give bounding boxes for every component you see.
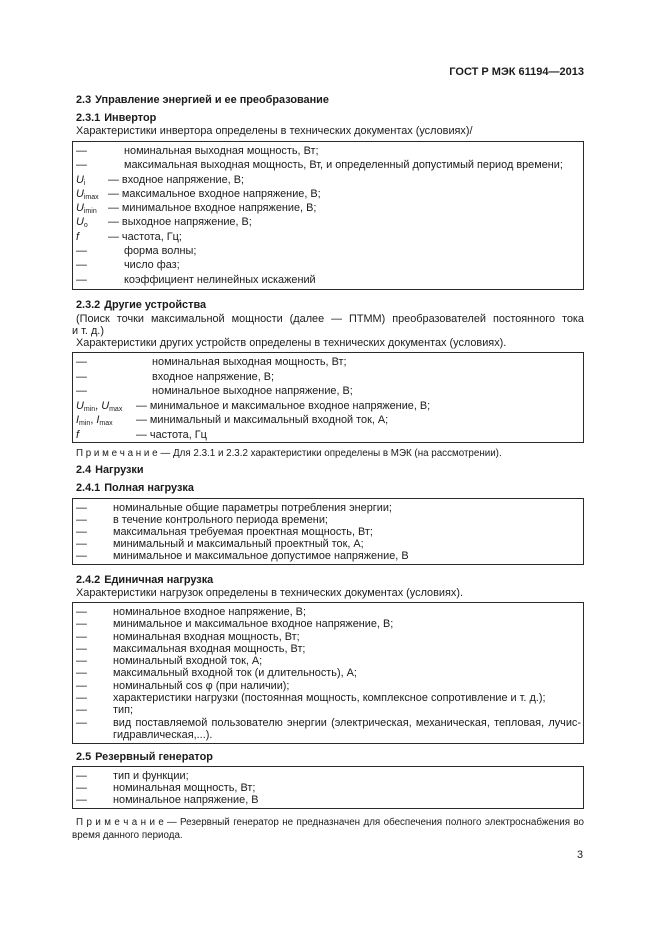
list-item — [76, 538, 581, 550]
note-text: — Резервный генератор не предназначен для обеспечения полного электроснабжения во время данного периода. — [72, 817, 584, 841]
section-heading-2-3 — [76, 94, 329, 107]
list-item — [76, 680, 581, 692]
symbol-variable: U — [76, 399, 84, 412]
section-intro: Характеристики нагрузок определены в технических документах (условиях). — [76, 587, 463, 599]
item-text: номинальный входной ток, А; — [113, 655, 263, 668]
list-item — [76, 606, 581, 618]
item-text: номинальное выходное напряжение, В; — [152, 385, 353, 397]
item-text-line: вид поставляемой пользователю энергии (электрическая, механическая, тепловая, лучис- — [113, 716, 581, 729]
list-item — [76, 655, 581, 667]
item-symbol: — — [76, 245, 87, 258]
item-text: в течение контрольного периода времени; — [113, 514, 328, 526]
item-text: — минимальное входное напряжение, В; — [108, 202, 317, 215]
symbol-variable: I — [96, 414, 100, 426]
list-item — [76, 782, 581, 794]
item-text: максимальная входная мощность, Вт; — [113, 642, 306, 655]
symbol-variable: f — [76, 428, 80, 441]
section-title: Инвертор — [104, 112, 157, 124]
list-item — [76, 717, 581, 742]
symbol-variable: U — [76, 216, 84, 229]
item-text: — выходное напряжение, В; — [108, 216, 252, 229]
list-item — [76, 355, 581, 370]
item-text: номинальное напряжение, В — [113, 794, 259, 807]
note-label: П р и м е ч а н и е — [76, 817, 164, 828]
symbol-variable: f — [76, 230, 80, 243]
symbol-subscript: max — [99, 420, 113, 427]
list-item — [76, 428, 581, 443]
section-number: 2.3.2 — [76, 299, 101, 311]
item-text: номинальное входное напряжение, В; — [113, 606, 306, 618]
symbol-subscript: imax — [83, 193, 99, 201]
section-heading-2-3-2 — [76, 299, 206, 312]
list-item — [76, 144, 581, 158]
item-text: — минимальное и максимальное входное напряжение, В; — [136, 399, 431, 412]
backup-generator-characteristics-box — [72, 766, 584, 809]
section-title: Нагрузки — [95, 464, 144, 476]
item-text-line: гидравлическая,...). — [113, 728, 213, 741]
item-symbol — [76, 413, 136, 428]
item-symbol: — — [76, 704, 87, 717]
item-symbol: — — [76, 273, 87, 286]
list-item — [76, 550, 581, 562]
item-symbol: — — [76, 356, 87, 368]
section-intro: Характеристики инвертора определены в технических документах (условиях)/ — [76, 125, 473, 137]
item-text: максимальная выходная мощность, Вт, и определенный допустимый период времени; — [124, 159, 563, 172]
item-text: — входное напряжение, В; — [108, 173, 244, 186]
page-number: 3 — [576, 849, 583, 861]
symbol-variable: I — [76, 414, 80, 426]
symbol-variable: U — [76, 173, 84, 186]
list-item — [76, 643, 581, 655]
section-heading-2-4 — [76, 464, 144, 477]
list-item — [76, 794, 581, 806]
section-heading-2-3-1 — [76, 112, 156, 125]
item-symbol: — — [76, 159, 87, 172]
item-symbol: — — [76, 526, 87, 538]
item-symbol: — — [76, 259, 87, 272]
symbol-subscript: i — [83, 179, 86, 187]
list-item — [76, 631, 581, 643]
item-symbol: — — [76, 692, 87, 705]
item-symbol: — — [76, 794, 87, 807]
item-symbol: — — [76, 514, 87, 526]
item-symbol: — — [76, 370, 87, 383]
item-text: номинальная выходная мощность, Вт; — [152, 356, 347, 368]
item-symbol: — — [76, 770, 87, 782]
item-symbol: — — [76, 385, 87, 397]
list-item — [76, 158, 581, 172]
paragraph-line: и т. д.) — [72, 325, 104, 337]
symbol-subscript: o — [83, 222, 88, 230]
list-item — [76, 514, 581, 526]
section-heading-2-4-1 — [76, 482, 194, 495]
section-intro: Характеристики других устройств определены в технических документах (условиях). — [76, 337, 507, 349]
item-symbol: — — [76, 655, 87, 668]
list-item — [76, 667, 581, 679]
item-symbol — [76, 215, 108, 229]
list-item — [76, 526, 581, 538]
note — [72, 816, 584, 842]
section-title: Полная нагрузка — [104, 482, 194, 494]
section-heading-2-4-2 — [76, 574, 213, 587]
section-number: 2.5 — [76, 751, 92, 763]
item-text: номинальная выходная мощность, Вт; — [124, 145, 319, 157]
list-item — [76, 230, 581, 244]
symbol-subscript: min — [79, 420, 91, 427]
list-item — [76, 173, 581, 187]
item-text: номинальная входная мощность, Вт; — [113, 630, 300, 643]
item-text: — частота, Гц; — [108, 230, 182, 243]
item-text: минимальное и максимальное допустимое напряжение, В — [113, 550, 409, 562]
symbol-variable: U — [76, 187, 84, 200]
item-symbol: — — [76, 667, 87, 680]
note-text: — Для 2.3.1 и 2.3.2 характеристики определены в МЭК (на рассмотрении). — [160, 448, 502, 459]
single-load-characteristics-box — [72, 602, 584, 744]
item-text: максимальная требуемая проектная мощность, Вт; — [113, 526, 373, 538]
list-item — [76, 413, 581, 428]
list-item — [76, 770, 581, 782]
section-title: Единичная нагрузка — [104, 574, 214, 586]
item-text: число фаз; — [124, 259, 180, 272]
item-text: номинальный cos φ (при наличии); — [113, 679, 290, 692]
symbol-variable: U — [76, 202, 84, 215]
symbol-variable: U — [101, 399, 110, 412]
section-number: 2.3.1 — [76, 112, 101, 124]
list-item — [76, 399, 581, 414]
item-symbol: — — [76, 502, 87, 514]
item-symbol — [76, 230, 108, 244]
section-number: 2.4 — [76, 464, 92, 476]
item-text: тип и функции; — [113, 770, 189, 782]
list-item — [76, 704, 581, 716]
item-symbol: — — [76, 679, 87, 692]
section-number: 2.4.2 — [76, 574, 101, 586]
symbol-separator: , — [90, 414, 97, 426]
item-symbol: — — [76, 145, 87, 157]
section-paragraph — [72, 313, 584, 337]
standard-designation: ГОСТ Р МЭК 61194—2013 — [449, 66, 584, 78]
section-title: Резервный генератор — [95, 751, 213, 763]
symbol-subscript: max — [109, 405, 123, 413]
item-text: — максимальное входное напряжение, В; — [108, 187, 321, 200]
item-symbol — [76, 399, 136, 414]
item-text: входное напряжение, В; — [152, 370, 275, 383]
item-symbol: — — [76, 606, 87, 618]
section-title: Управление энергией и ее преобразование — [95, 94, 329, 106]
note-label: П р и м е ч а н и е — [76, 448, 158, 459]
paragraph-line: (Поиск точки максимальной мощности (далее — ПТММ) преобразователей постоянного тока — [76, 313, 584, 325]
item-text: максимальный входной ток (и длительность), А; — [113, 667, 357, 680]
item-symbol — [76, 428, 136, 443]
item-symbol: — — [76, 782, 87, 795]
item-symbol: — — [76, 630, 87, 643]
list-item — [76, 618, 581, 630]
item-text: номинальная мощность, Вт; — [113, 782, 256, 795]
note — [72, 447, 584, 460]
symbol-subscript: min — [83, 405, 96, 413]
section-number: 2.4.1 — [76, 482, 101, 494]
inverter-characteristics-box — [72, 141, 584, 290]
item-symbol: — — [76, 538, 87, 550]
item-text: номинальные общие параметры потребления энергии; — [113, 502, 392, 514]
item-symbol — [76, 201, 108, 215]
section-heading-2-5 — [76, 751, 213, 764]
list-item — [76, 692, 581, 704]
item-text: минимальный и максимальный проектный ток, А; — [113, 538, 364, 550]
item-text: тип; — [113, 704, 133, 717]
item-symbol — [76, 187, 108, 201]
symbol-subscript: imin — [83, 208, 97, 216]
list-item — [76, 201, 581, 215]
item-text: коэффициент нелинейных искажений — [124, 273, 316, 286]
item-symbol — [76, 173, 108, 187]
section-number: 2.3 — [76, 94, 92, 106]
item-symbol: — — [76, 642, 87, 655]
list-item — [76, 187, 581, 201]
item-symbol: — — [76, 550, 87, 562]
list-item — [76, 215, 581, 229]
item-symbol: — — [76, 618, 87, 631]
section-title: Другие устройства — [104, 299, 207, 311]
item-text: — минимальный и максимальный входной ток, А; — [136, 414, 389, 426]
full-load-characteristics-box — [72, 498, 584, 565]
list-item — [76, 370, 581, 385]
item-text: форма волны; — [124, 245, 197, 258]
list-item — [76, 273, 581, 287]
other-devices-characteristics-box — [72, 352, 584, 443]
item-text — [113, 717, 581, 742]
item-text: — частота, Гц — [136, 428, 207, 441]
symbol-separator: , — [95, 399, 102, 412]
list-item — [76, 384, 581, 399]
list-item — [76, 502, 581, 514]
item-text: минимальное и максимальное входное напряжение, В; — [113, 618, 394, 631]
item-symbol: — — [76, 716, 87, 729]
list-item — [76, 244, 581, 258]
list-item — [76, 258, 581, 272]
item-text: характеристики нагрузки (постоянная мощность, комплексное сопротивление и т. д.); — [113, 692, 546, 705]
